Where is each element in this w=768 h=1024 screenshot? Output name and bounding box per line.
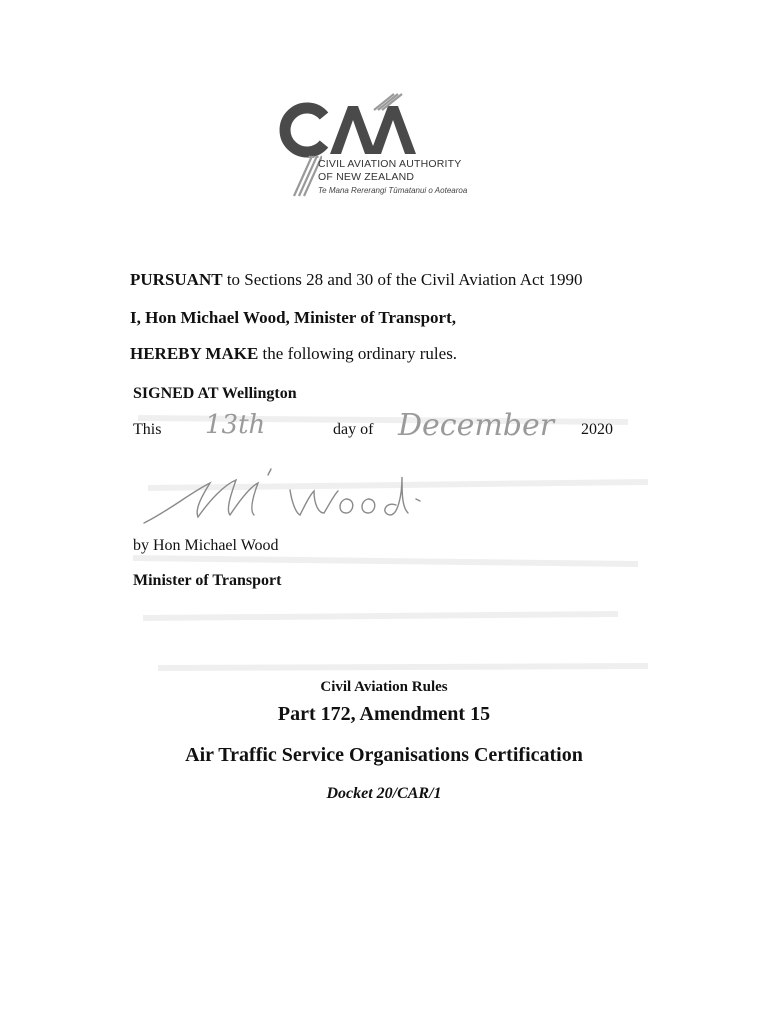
hereby-text: the following ordinary rules. [258,344,458,363]
minister-line: I, Hon Michael Wood, Minister of Transport, [130,308,457,327]
this-label: This [133,421,162,438]
signed-at: SIGNED AT Wellington [133,385,297,402]
caa-logo-mark [278,92,488,158]
rules-heading: Civil Aviation Rules [320,679,448,695]
day-handwritten: 13th [205,410,266,440]
by-line: by Hon Michael Wood [133,537,279,554]
logo-line-2: OF NEW ZEALAND [318,171,415,183]
rules-part: Part 172, Amendment 15 [277,703,491,725]
signature [140,455,430,530]
month-handwritten: December [398,408,555,443]
pursuant-line [130,270,583,290]
caa-logo [278,92,488,200]
hereby-line [130,344,457,364]
day-of-label: day of [333,421,374,438]
minister-title: Minister of Transport [133,572,282,589]
rules-title: Air Traffic Service Organisations Certification [185,744,583,766]
logo-line-3: Te Mana Rererangi Tūmatanui o Aotearoa [318,186,468,195]
pursuant-keyword: PURSUANT [130,270,223,289]
pursuant-text: to Sections 28 and 30 of the Civil Aviation Act 1990 [222,270,583,289]
year: 2020 [581,421,613,438]
hereby-keyword: HEREBY MAKE [130,344,259,363]
logo-line-1: CIVIL AVIATION AUTHORITY [318,158,462,170]
rules-docket: Docket 20/CAR/1 [326,785,442,802]
